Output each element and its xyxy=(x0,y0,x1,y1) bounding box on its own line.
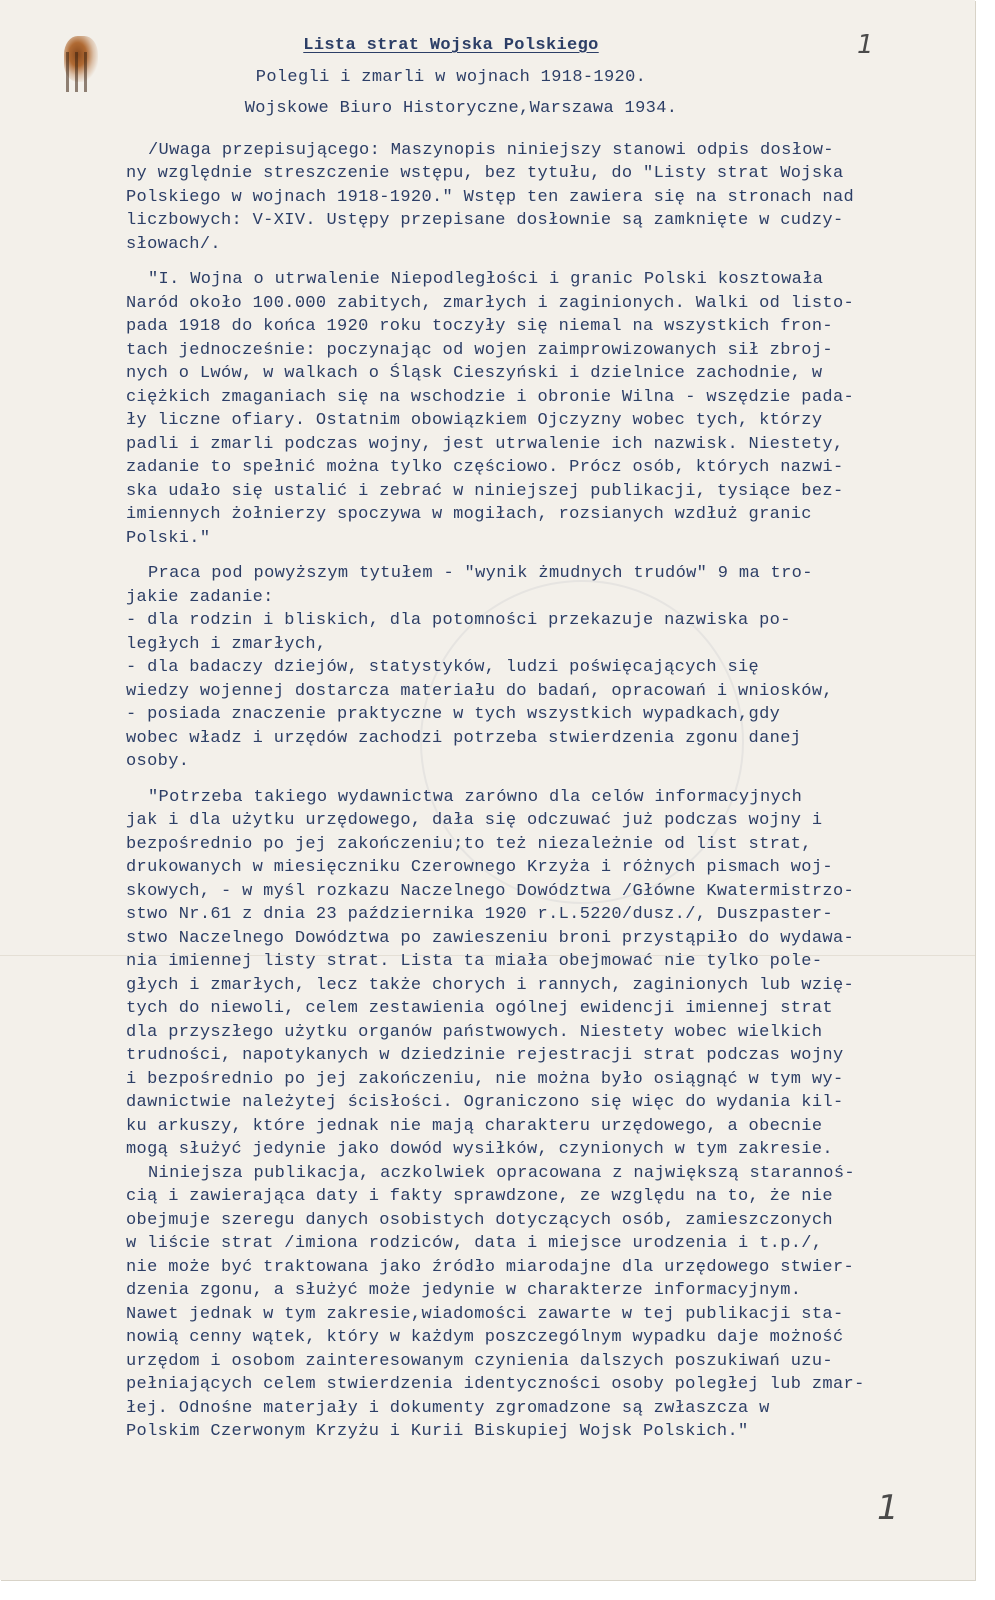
paragraph-quote-3: Niniejsza publikacja, aczkolwiek opracowana z największą starannoś- cią i zawierająca daty i fakty sprawdzone, ze względu na to, że nie obejmuje szeregu danych osobistych dotyczących osób, zamieszczonych w liście strat /imiona rodziców, data i miejsce urodzenia i t.p./, nie może być traktowana jako źródło miarodajne dla urzędowego stwier- dzenia zgonu, a służyć może jedynie w charakterze informacyjnym. Nawet jednak w tym zakresie,wiadomości zawarte w tej publikacji sta- nowią cenny wątek, który w każdym poszczególnym wypadku daje możność urzędom i osobom zainteresowanym czynienia dalszych poszukiwań uzu- pełniających celem stwierdzenia identyczności osoby poległej lub zmar- łej. Odnośne materjały i dokumenty zgromadzone są zwłaszcza w Polskim Czerwonym Krzyżu i Kurii Biskupiej Wojsk Polskich." xyxy=(126,1163,865,1441)
page-number-top: 1 xyxy=(857,30,874,60)
paragraph-quote-1: "I. Wojna o utrwalenie Niepodległości i granic Polski kosztowała Naród około 100.000 zabitych, zmarłych i zaginionych. Walki od listo- pada 1918 do końca 1920 roku toczyły się niemal na wszystkich fron- tach jednocześnie: poczynając od wojen zaimprowizowanych sił zbroj- nych o Lwów, w walkach o Śląsk Cieszyński i dzielnice zachodnie, w ciężkich zmaganiach się na wschodzie i obronie Wilna - wszędzie pada- ły liczne ofiary. Ostatnim obowiązkiem Ojczyzny wobec tych, którzy padli i zmarli podczas wojny, jest utrwalenie ich nazwisk. Niestety, zadanie to spełnić można tylko częściowo. Prócz osób, których nazwi- ska udało się ustalić i zebrać w niniejszej publikacji, tysiące bez- imiennych żołnierzy spoczywa w mogiłach, rozsianych wzdłuż granic Polski." xyxy=(126,270,855,548)
page-number-bottom: 1 xyxy=(877,1488,899,1528)
paragraph-note: /Uwaga przepisującego: Maszynopis niniejszy stanowi odpis dosłow- ny względnie streszczenie wstępu, bez tytułu, do "Listy strat Wojska Polskiego w wojnach 1918-1920." Wstęp ten zawiera się na stronach nad liczbowych: V-XIV. Ustępy przepisane dosłownie są zamknięte w cudzy- słowach/. xyxy=(126,140,855,254)
staple-marks xyxy=(66,52,88,92)
paragraph-tasks: Praca pod powyższym tytułem - "wynik żmudnych trudów" 9 ma tro- jakie zadanie: - dla rodzin i bliskich, dla potomności przekazuje nazwiska po- ległych i zmarłych, - dla badaczy dziejów, statystyków, ludzi poświęcających się wiedzy wojennej dostarcza materiału do badań, opracowań i wniosków, - posiada znaczenie praktyczne w tych wszystkich wypadkach,gdy wobec władz i urzędów zachodzi potrzeba stwierdzenia zgonu danej osoby. xyxy=(126,564,833,771)
document-subtitle: Polegli i zmarli w wojnach 1918-1920. xyxy=(255,67,647,87)
typed-text xyxy=(126,34,956,1444)
document-source: Wojskowe Biuro Historyczne,Warszawa 1934. xyxy=(244,99,678,118)
paragraph-quote-2: "Potrzeba takiego wydawnictwa zarówno dla celów informacyjnych jak i dla użytku urzędowego, dała się odczuwać już podczas wojny i bezpośrednio po jej zakończeniu;to też niezależnie od list strat, drukowanych w miesięczniku Czerownego Krzyża i różnych pismach woj- skowych, - w myśl rozkazu Naczelnego Dowództwa /Główne Kwatermistrzo- stwo Nr.61 z dnia 23 października 1920 r.L.5220/dusz./, Duszpaster- stwo Naczelnego Dowództwa po zawieszeniu broni przystąpiło do wydawa- nia imiennej listy strat. Lista ta miała obejmować nie tylko pole- głych i zmarłych, lecz także chorych i rannych, zaginionych lub wzię- tych do niewoli, celem zestawienia ogólnej ewidencji imiennej strat dla przyszłego użytku organów państwowych. Niestety wobec wielkich trudności, napotykanych w dziedzinie rejestracji strat podczas wojny i bezpośrednio po jej zakończeniu, nie można było osiągnąć w tym wy- dawnictwie należytej ścisłości. Ograniczono się więc do wydania kil- ku arkuszy, które jednak nie mają charakteru urzędowego, a obecnie mogą służyć jedynie jako dowód wysiłków, czynionych w tym zakresie. xyxy=(126,787,855,1159)
document-title: Lista strat Wojska Polskiego xyxy=(303,36,599,55)
